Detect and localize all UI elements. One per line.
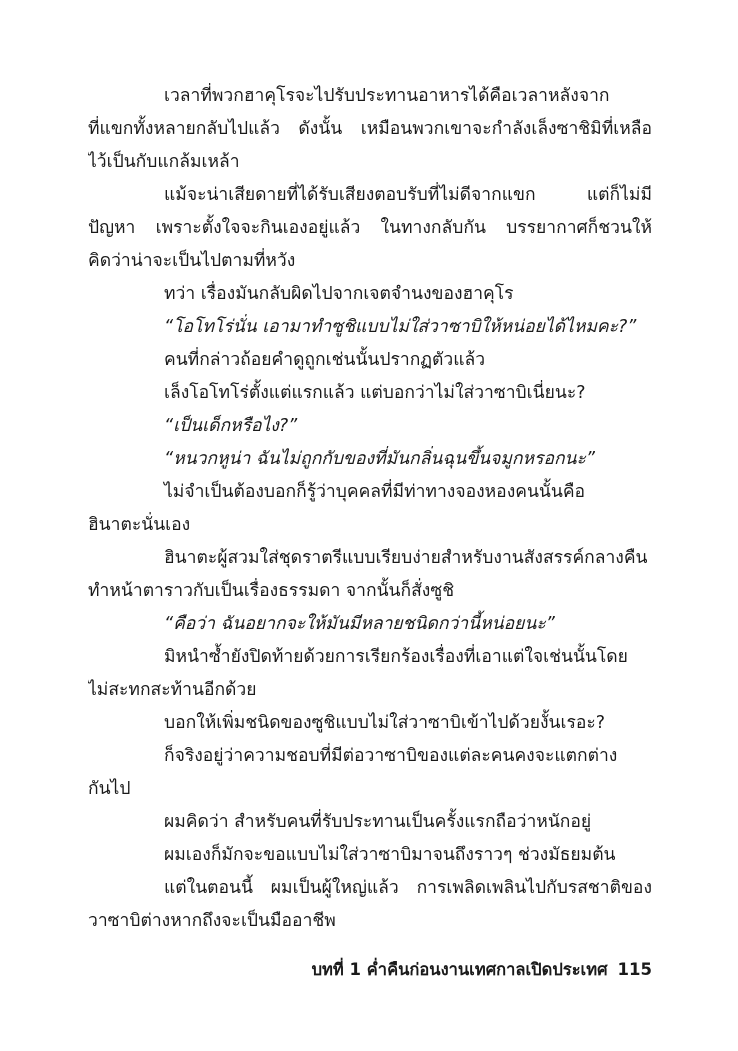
page-footer	[260, 958, 652, 982]
text-line: ไม่จำเป็นต้องบอกก็รู้ว่าบุคคลที่มีท่าทางจองหองคนนั้นคือ	[164, 482, 586, 502]
text-line: เล็งโอโทโร่ตั้งแต่แรกแล้ว แต่บอกว่าไม่ใส่วาซาบิเนี่ยนะ?	[164, 383, 586, 403]
text-line: มิหนำซ้ำยังปิดท้ายด้วยการเรียกร้องเรื่องที่เอาแต่ใจเช่นนั้นโดย	[164, 647, 628, 667]
text-line: กันไป	[88, 779, 131, 799]
dialogue-line: “เป็นเด็กหรือไง?”	[164, 416, 298, 436]
text-line: ผมเองก็มักจะขอแบบไม่ใส่วาซาบิมาจนถึงราวๆ ช่วงมัธยมต้น	[164, 845, 616, 865]
text-line: ทำหน้าตาราวกับเป็นเรื่องธรรมดา จากนั้นก็สั่งซูชิ	[88, 581, 455, 601]
chapter-title: บทที่ 1 ค่ำคืนก่อนงานเทศกาลเปิดประเทศ	[311, 960, 608, 979]
page-number: 115	[617, 960, 652, 979]
text-line: ไว้เป็นกับแกล้มเหล้า	[88, 152, 240, 172]
text-line: เวลาที่พวกฮาคุโรจะไปรับประทานอาหารได้คือเวลาหลังจาก	[164, 86, 610, 106]
text-line: ไม่สะทกสะท้านอีกด้วย	[88, 680, 257, 700]
text-line: ผมคิดว่า สำหรับคนที่รับประทานเป็นครั้งแรกถือว่าหนักอยู่	[164, 812, 592, 832]
body-text	[88, 80, 652, 938]
text-line: บอกให้เพิ่มชนิดของซูชิแบบไม่ใส่วาซาบิเข้าไปด้วยงั้นเรอะ?	[164, 713, 606, 733]
text-line: ปัญหา เพราะตั้งใจจะกินเองอยู่แล้ว ในทางกลับกัน บรรยากาศก็ชวนให้	[88, 218, 652, 238]
dialogue-line: “โอโทโร่นั่น เอามาทำซูชิแบบไม่ใส่วาซาบิให้หน่อยได้ไหมคะ?”	[164, 317, 637, 337]
text-line: แม้จะน่าเสียดายที่ได้รับเสียงตอบรับที่ไม่ดีจากแขก แต่ก็ไม่มี	[164, 185, 652, 205]
text-line: คนที่กล่าวถ้อยคำดูถูกเช่นนั้นปรากฏตัวแล้ว	[164, 350, 486, 370]
text-line: วาซาบิต่างหากถึงจะเป็นมืออาชีพ	[88, 911, 336, 931]
text-line: ฮินาตะนั่นเอง	[88, 515, 191, 535]
text-line: ฮินาตะผู้สวมใส่ชุดราตรีแบบเรียบง่ายสำหรับงานสังสรรค์กลางคืน	[164, 548, 648, 568]
dialogue-line: “หนวกหูน่า ฉันไม่ถูกกับของที่มันกลิ่นฉุนขึ้นจมูกหรอกนะ”	[164, 449, 595, 469]
dialogue-line: “คือว่า ฉันอยากจะให้มันมีหลายชนิดกว่านี้หน่อยนะ”	[164, 614, 555, 634]
text-line: ทว่า เรื่องมันกลับผิดไปจากเจตจำนงของฮาคุโร	[164, 284, 514, 304]
text-line: แต่ในตอนนี้ ผมเป็นผู้ใหญ่แล้ว การเพลิดเพลินไปกับรสชาติของ	[164, 878, 652, 898]
text-line: ก็จริงอยู่ว่าความชอบที่มีต่อวาซาบิของแต่ละคนคงจะแตกต่าง	[164, 746, 618, 766]
text-line: ที่แขกทั้งหลายกลับไปแล้ว ดังนั้น เหมือนพวกเขาจะกำลังเล็งซาชิมิที่เหลือ	[88, 119, 652, 139]
text-line: คิดว่าน่าจะเป็นไปตามที่หวัง	[88, 251, 296, 271]
